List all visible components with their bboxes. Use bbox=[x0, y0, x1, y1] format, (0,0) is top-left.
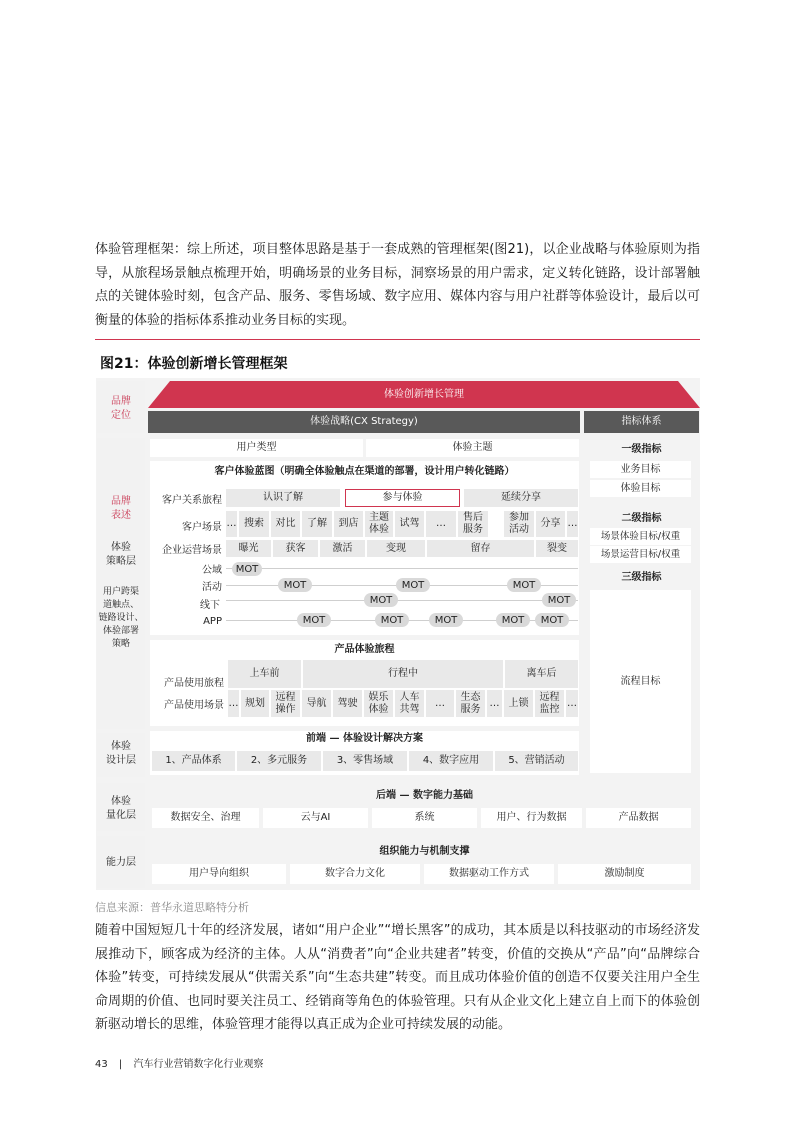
product-scene: 人车共驾 bbox=[395, 690, 424, 717]
product-scene: 远程操作 bbox=[271, 690, 300, 717]
blueprint-title: 客户体验蓝图（明确全体验触点在渠道的部署，设计用户转化链路） bbox=[214, 466, 515, 477]
experience-theme: 体验主题 bbox=[366, 439, 579, 457]
mot-marker: MOT bbox=[278, 578, 312, 592]
customer-scene: 主题体验 bbox=[365, 511, 393, 537]
backend-item: 云与AI bbox=[263, 808, 368, 828]
strategy-layer-tag: 体验 策略层 bbox=[106, 542, 136, 567]
customer-scene: 搜索 bbox=[239, 511, 269, 537]
org-item: 数据驱动工作方式 bbox=[424, 864, 554, 884]
customer-scene: 到店 bbox=[334, 511, 363, 537]
product-scene: 生态服务 bbox=[456, 690, 485, 717]
ops-scene: 获客 bbox=[273, 540, 318, 557]
customer-scene: 售后服务 bbox=[458, 511, 488, 537]
frontend-item: 3、零售场域 bbox=[323, 751, 407, 771]
backend-item: 产品数据 bbox=[586, 808, 691, 828]
product-scene: 上锁 bbox=[504, 690, 533, 717]
frontend-item: 1、产品体系 bbox=[152, 751, 235, 771]
org-item: 数字合力文化 bbox=[290, 864, 420, 884]
channel-label: APP bbox=[203, 615, 222, 627]
page-footer bbox=[95, 1055, 263, 1070]
frontend-item: 5、营销活动 bbox=[495, 751, 578, 771]
channel-label: 活动 bbox=[202, 581, 222, 593]
product-scene: … bbox=[487, 690, 502, 717]
crm-stage-1: 认识了解 bbox=[226, 489, 340, 507]
product-scene: 驾驶 bbox=[333, 690, 362, 717]
customer-scene: 分享 bbox=[536, 511, 565, 537]
roof-title: 体验创新增长管理 bbox=[384, 388, 464, 400]
ops-scene-label: 企业运营场景 bbox=[162, 545, 222, 556]
backend-item: 用户、行为数据 bbox=[481, 808, 582, 828]
ops-scene: 激活 bbox=[320, 540, 365, 557]
product-stage: 行程中 bbox=[303, 660, 503, 688]
product-scene: 导航 bbox=[302, 690, 331, 717]
mot-marker: MOT bbox=[364, 593, 398, 607]
metrics-level2-item: 场景体验目标/权重 bbox=[590, 528, 691, 545]
product-scene: … bbox=[566, 690, 578, 717]
metrics-level3: 三级指标 bbox=[621, 572, 662, 583]
frontend-title: 前端 — 体验设计解决方案 bbox=[306, 733, 423, 744]
ops-scene: 留存 bbox=[427, 540, 534, 557]
customer-scene: … bbox=[426, 511, 456, 537]
org-title: 组织能力与机制支撑 bbox=[379, 846, 470, 857]
customer-scene: … bbox=[226, 511, 237, 537]
ops-scene: 曝光 bbox=[226, 540, 271, 557]
channel-line bbox=[226, 600, 578, 601]
intro-paragraph: 体验管理框架：综上所述，项目整体思路是基于一套成熟的管理框架(图21)，以企业战略与体验原则为指导，从旅程场景触点梳理开始，明确场景的业务目标，洞察场景的用户需求，定义转化链路，设计部署触点的关键体验时刻，包含产品、服务、零售场域、数字应用、媒体内容与用户社群等体验设计，最后以可衡量的体验的指标体系推动业务目标的实现。 bbox=[95, 242, 700, 328]
ops-scene: 变现 bbox=[367, 540, 425, 557]
footer-separator: | bbox=[118, 1059, 123, 1070]
product-stage: 离车后 bbox=[505, 660, 578, 688]
strategy-bar: 体验战略(CX Strategy) bbox=[148, 411, 580, 433]
mot-marker: MOT bbox=[496, 613, 530, 627]
mot-marker: MOT bbox=[429, 613, 463, 627]
touchpoint-desc-tag: 用户跨渠 道触点、 链路设计、 体验部署 策略 bbox=[98, 587, 144, 649]
metrics-level1-item: 业务目标 bbox=[590, 461, 691, 478]
crm-stage-3: 延续分享 bbox=[464, 489, 578, 507]
left-col-strategy bbox=[97, 438, 145, 729]
customer-scene: 了解 bbox=[302, 511, 332, 537]
org-item: 用户导向组织 bbox=[152, 864, 286, 884]
channel-label: 公域 bbox=[202, 564, 222, 576]
capability-layer-tag: 能力层 bbox=[106, 857, 136, 868]
product-scene: 规划 bbox=[241, 690, 269, 717]
metrics-level1: 一级指标 bbox=[621, 444, 662, 455]
ops-scene: 裂变 bbox=[536, 540, 578, 557]
crm-stage-2: 参与体验 bbox=[345, 489, 460, 507]
product-scene: … bbox=[228, 690, 239, 717]
customer-scene: 对比 bbox=[271, 511, 300, 537]
org-item: 激励制度 bbox=[558, 864, 691, 884]
metrics-level2-item: 场景运营目标/权重 bbox=[590, 546, 691, 563]
backend-title: 后端 — 数字能力基础 bbox=[376, 790, 473, 801]
quant-layer-tag: 体验 量化层 bbox=[106, 796, 136, 821]
user-type: 用户类型 bbox=[150, 439, 363, 457]
product-scene-label: 产品使用场景 bbox=[164, 699, 224, 711]
product-journey-label: 产品使用旅程 bbox=[164, 677, 224, 689]
product-scene: … bbox=[426, 690, 454, 717]
metrics-level2: 二级指标 bbox=[621, 513, 662, 524]
divider bbox=[95, 339, 700, 340]
mot-marker: MOT bbox=[375, 613, 409, 627]
source-note: 信息来源：普华永道思略特分析 bbox=[95, 901, 249, 914]
product-title: 产品体验旅程 bbox=[334, 644, 395, 655]
frontend-item: 4、数字应用 bbox=[409, 751, 493, 771]
mot-marker: MOT bbox=[297, 613, 331, 627]
channel-line bbox=[226, 568, 578, 569]
channel-label: 线下 bbox=[200, 599, 220, 611]
footer-title: 汽车行业营销数字化行业观察 bbox=[133, 1059, 264, 1070]
body-paragraph: 随着中国短短几十年的经济发展，诸如“用户企业”“增长黑客”的成功，其本质是以科技驱动的市场经济发展推动下，顾客成为经济的主体。人从“消费者”向“企业共建者”转变，价值的交换从“产品”向“品牌综合体验”转变，可持续发展从“供需关系”向“生态共建”转变。而且成功体验价值的创造不仅要关注用户全生命周期的价值、也同时要关注员工、经销商等角色的体验管理。只有从企业文化上建立自上而下的体验创新驱动增长的思维，体验管理才能得以真正成为企业可持续发展的动能。 bbox=[95, 923, 700, 1032]
mot-marker: MOT bbox=[396, 578, 430, 592]
mot-marker: MOT bbox=[542, 593, 576, 607]
brand-expression-tag: 品牌 表述 bbox=[111, 496, 131, 521]
frontend-item: 2、多元服务 bbox=[237, 751, 321, 771]
design-layer-tag: 体验 设计层 bbox=[106, 741, 136, 766]
backend-item: 数据安全、治理 bbox=[152, 808, 259, 828]
metrics-header: 指标体系 bbox=[584, 411, 699, 433]
customer-scene-label: 客户场景 bbox=[182, 521, 222, 533]
customer-scene: … bbox=[567, 511, 578, 537]
mot-marker: MOT bbox=[535, 613, 569, 627]
product-scene: 娱乐体验 bbox=[364, 690, 393, 717]
brand-position-tag: 品牌 定位 bbox=[111, 396, 131, 421]
mot-marker: MOT bbox=[507, 578, 541, 592]
crm-journey-label: 客户关系旅程 bbox=[162, 494, 222, 506]
customer-scene: 参加活动 bbox=[504, 511, 534, 537]
backend-item: 系统 bbox=[372, 808, 477, 828]
metrics-level3-item: 流程目标 bbox=[590, 590, 691, 773]
page-number: 43 bbox=[95, 1059, 108, 1070]
product-stage: 上车前 bbox=[228, 660, 301, 688]
metrics-level1-item: 体验目标 bbox=[590, 480, 691, 497]
customer-scene: 试驾 bbox=[395, 511, 424, 537]
figure-title: 图21：体验创新增长管理框架 bbox=[100, 356, 288, 372]
mot-marker: MOT bbox=[232, 562, 262, 576]
product-scene: 远程监控 bbox=[535, 690, 564, 717]
